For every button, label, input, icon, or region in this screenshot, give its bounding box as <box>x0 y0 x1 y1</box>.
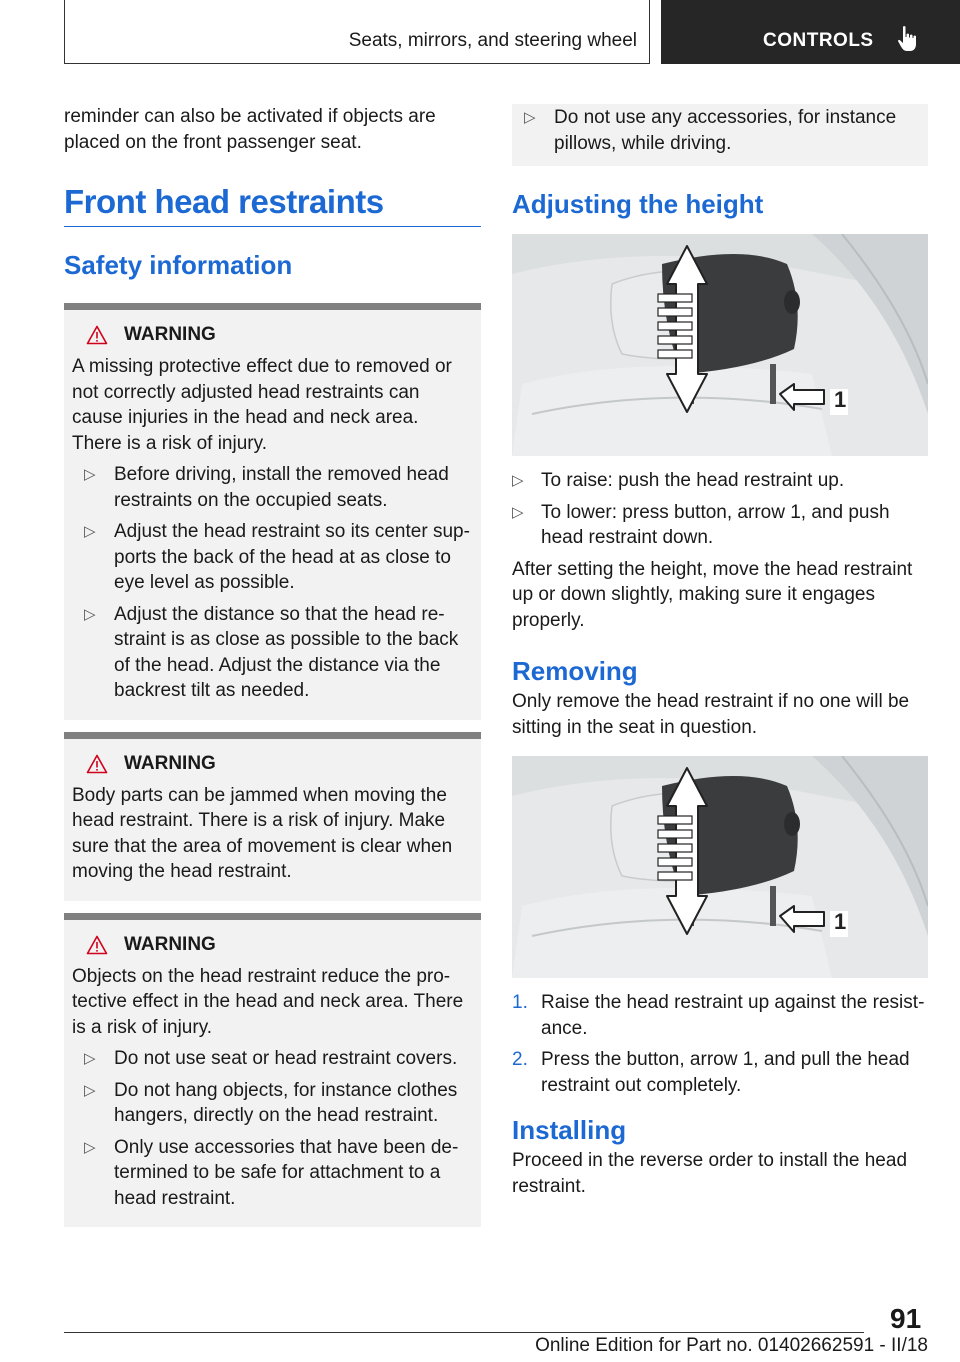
warning-box <box>64 732 481 901</box>
list-item: ▷ To raise: push the head restraint up. <box>512 468 928 494</box>
warning-bullets <box>72 462 471 704</box>
list-item: ▷ Do not use any accessories, for instance pillows, while driving. <box>524 107 897 154</box>
triangle-bullet-icon: ▷ <box>512 503 524 521</box>
list-item: ▷ Only use accessories that have been determined to be safe for attachment to a head restraint. <box>84 1136 459 1209</box>
footer-rule <box>64 1332 864 1333</box>
continued-warning-box <box>512 104 928 166</box>
adjust-bullets <box>512 468 928 551</box>
list-item: ▷ Do not use seat or head restraint covers. <box>72 1046 471 1072</box>
head-restraint-removal-figure <box>512 756 928 978</box>
warning-box <box>64 303 481 720</box>
head-restraint-height-figure <box>512 234 928 456</box>
installing-heading: Installing <box>512 1115 627 1145</box>
triangle-bullet-icon: ▷ <box>84 523 96 540</box>
triangle-bullet-icon: ▷ <box>84 1081 96 1099</box>
warning-label: WARNING <box>124 933 216 955</box>
removing-text: Only remove the head restraint if no one will be sitting in the seat in question. <box>512 691 910 738</box>
figure-callout-number: 1 <box>834 387 847 412</box>
triangle-bullet-icon: ▷ <box>84 1138 96 1156</box>
figure-callout-number: 1 <box>834 909 847 934</box>
head-restraint-illustration <box>512 234 928 456</box>
warning-triangle-icon <box>86 935 108 955</box>
list-item: 2. Press the button, arrow 1, and pull the head restraint out completely. <box>512 1049 910 1096</box>
removing-steps <box>512 990 928 1098</box>
left-column <box>64 104 481 1227</box>
warning-label: WARNING <box>124 324 216 345</box>
safety-heading: Safety information <box>64 250 293 280</box>
list-item: ▷ Adjust the distance so that the head restraint is as close as possible to the back of the head. Adjust the distance via the backrest tilt as needed. <box>84 603 459 701</box>
triangle-bullet-icon: ▷ <box>524 109 536 126</box>
section-title: Seats, mirrors, and steering wheel <box>348 30 637 51</box>
warning-header <box>72 324 471 346</box>
section-tab <box>64 0 650 64</box>
warning-header <box>72 934 471 956</box>
triangle-bullet-icon: ▷ <box>84 466 96 483</box>
step-number: 1. <box>512 992 528 1013</box>
triangle-bullet-icon: ▷ <box>84 605 96 623</box>
warning-header <box>72 753 471 775</box>
adjust-heading: Adjusting the height <box>512 189 764 219</box>
list-item: ▷ To lower: press button, arrow 1, and push head restraint down. <box>512 501 890 548</box>
warning-box <box>64 913 481 1228</box>
warning-text: A missing protective effect due to removed or not correctly adjusted head restraints can cause injuries in the head and neck area. There is a risk of injury. <box>72 356 452 454</box>
warning-triangle-icon <box>86 754 108 774</box>
adjust-note: After setting the height, move the head restraint up or down slightly, making sure it engages properly. <box>512 558 913 631</box>
page-number: 91 <box>890 1303 922 1334</box>
triangle-bullet-icon: ▷ <box>84 1050 96 1067</box>
list-item: ▷ Adjust the head restraint so its center supports the back of the head at as close to eye level as possible. <box>84 521 470 593</box>
warning-text: Objects on the head restraint reduce the protective effect in the head and neck area. There is a risk of injury. <box>72 965 464 1038</box>
warning-bullets <box>512 105 918 156</box>
warning-bullets <box>72 1046 471 1211</box>
removing-heading: Removing <box>512 656 638 686</box>
installing-text: Proceed in the reverse order to install the head restraint. <box>512 1150 908 1197</box>
chapter-tab <box>661 0 960 64</box>
page-title: Front head restraints <box>64 182 481 227</box>
warning-text: Body parts can be jammed when moving the head restraint. There is a risk of injury. Make sure that the area of movement is clear when moving the head restraint. <box>72 784 453 882</box>
right-column <box>512 104 928 1199</box>
head-restraint-illustration <box>512 756 928 978</box>
footer-edition: Online Edition for Part no. 01402662591 - II/18 <box>535 1335 928 1356</box>
triangle-bullet-icon: ▷ <box>512 472 524 489</box>
warning-triangle-icon <box>86 325 108 345</box>
chapter-title: CONTROLS <box>763 30 874 51</box>
warning-label: WARNING <box>124 752 216 774</box>
list-item: ▷ Do not hang objects, for instance clothes hangers, directly on the head restraint. <box>84 1079 458 1126</box>
list-item: ▷ Before driving, install the removed head restraints on the occupied seats. <box>84 464 449 511</box>
list-item: 1. Raise the head restraint up against the resistance. <box>512 992 925 1039</box>
step-number: 2. <box>512 1049 528 1070</box>
intro-paragraph: reminder can also be activated if objects are placed on the front passenger seat. <box>64 106 436 153</box>
page-header <box>64 0 960 64</box>
hand-pointer-icon <box>897 25 919 53</box>
